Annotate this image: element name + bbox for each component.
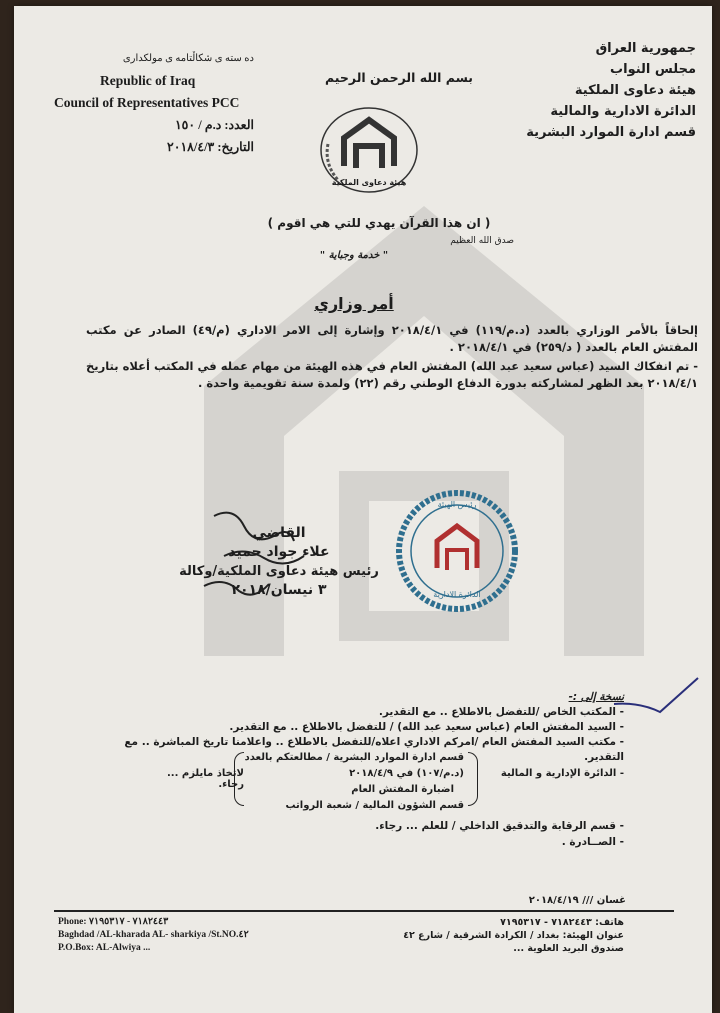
header-english	[54, 48, 264, 158]
copies-heading: نسخة إلى :-	[568, 691, 624, 703]
footer-arabic	[364, 916, 624, 955]
logo-caption: هيئة دعاوى الملكية	[331, 178, 407, 187]
signature-name: علاء جواد حميد	[228, 544, 330, 560]
header-kurdish: دە ستە ی شکاڵتامە ی مولکداری	[122, 53, 254, 64]
order-title: أمر وزاري	[314, 294, 394, 313]
copies2-line-2: - الصــادرة .	[561, 836, 624, 848]
header-ar-line-3: هيئة دعاوى الملكية	[574, 83, 696, 98]
header-ar-line-1: جمهورية العراق	[595, 41, 696, 56]
header-arabic	[506, 38, 696, 143]
copies-sub-3: قسم الشؤون المالية / شعبة الرواتب	[285, 800, 464, 811]
quran-verse: ( ان هذا القرآن يهدي للتي هي اقوم )	[267, 216, 491, 230]
stamp-top-text: رئيس الهيئة	[437, 500, 477, 509]
footer-phone: Phone: ٧١٨٢٤٤٣ - ٧١٩٥٣١٧	[58, 917, 169, 927]
copies-department-group	[164, 748, 624, 810]
typist-initials: غسان /// ٢٠١٨/٤/١٩	[528, 895, 626, 906]
footer-pobox: P.O.Box: AL-Alwiya ...	[58, 943, 151, 953]
copies-line-2: - السيد المفتش العام (عباس سعيد عبد الله) / للتفضل بالاطلاع .. مع التقدير.	[229, 721, 624, 733]
header-ar-line-2: مجلس النواب	[610, 62, 696, 77]
order-paragraph-2: - تم انفكاك السيد (عباس سعيد عبد الله) المفتش العام في هذه الهيئة من مهام عمله في المكتب أعلاه بتاريخ ٢٠١٨/٤/١ بعد الظهر لمشاركته بدورة الدفاع الوطني رقم (٢٢) ولمدة سنة تقويمية واحدة .	[86, 359, 698, 390]
quran-source: صدق الله العظيم	[450, 236, 514, 246]
order-body	[86, 322, 698, 394]
footer-ar-pobox: صندوق البريد العلوية ...	[513, 943, 624, 954]
document-page	[14, 6, 712, 1013]
motto: " خدمة وجباية "	[319, 250, 389, 261]
brace-right	[468, 752, 478, 806]
header-en-council: Council of Representatives PCC	[54, 95, 240, 110]
basmala: بسم الله الرحمن الرحيم	[325, 70, 473, 85]
copies-sub-1: قسم ادارة الموارد البشرية / مطالعتكم بالعدد (د.م/١٠٧) في ٢٠١٨/٤/٩	[244, 752, 464, 779]
copies-sub-list	[244, 750, 464, 814]
header-ar-line-4: الدائرة الادارية والمالية	[550, 104, 696, 119]
copies-list-2	[324, 818, 624, 850]
header-en-republic: Republic of Iraq	[100, 73, 196, 88]
order-paragraph-1: إلحاقاً بالأمر الوزاري بالعدد (د.م/١١٩) في ٢٠١٨/٤/١ وإشارة إلى الامر الاداري (م/٤٩) الصادر عن مكتب المفتش العام بالعدد ( د/٢٥٩) في ٢٠١٨/٤/١ .	[86, 323, 698, 354]
footer-address: Baghdad /AL-kharada AL- sharkiya /St.NO.٤٢	[58, 930, 249, 940]
footer-ar-phone: هاتف: ٧١٨٢٤٤٣ - ٧١٩٥٣١٧	[500, 917, 624, 928]
footer-divider	[54, 910, 674, 912]
copies-action: لاتخاذ مايلزم ... رجاء.	[167, 768, 244, 790]
signature-date: ٣ نيسان/٢٠١٨	[231, 582, 327, 598]
ref-date: التاريخ: ٢٠١٨/٤/٣	[167, 140, 254, 154]
header-ar-line-5: قسم ادارة الموارد البشرية	[526, 125, 696, 140]
footer-ar-address: عنوان الهيئة: بغداد / الكرادة الشرقية / شارع ٤٢	[403, 930, 624, 941]
stamp-bottom-text: الدائرة الادارية	[433, 590, 481, 599]
ref-number: العدد: د.م / ١٥٠	[174, 118, 254, 132]
signature-judge: القاضي	[252, 525, 306, 541]
signature-block	[124, 524, 434, 600]
copies-line-1: - المكتب الخاص /للتفضل بالاطلاع .. مع التقدير.	[378, 706, 624, 718]
copies-line-3: - مكتب السيد المفتش العام /امركم الاداري اعلاه/للتفضل بالاطلاع .. واعلامنا تاريخ المباشرة .. مع التقدير.	[124, 736, 624, 763]
copies-department: - الدائرة الإدارية و المالية	[500, 768, 624, 779]
footer-english	[58, 916, 318, 955]
signature-title: رئيس هيئة دعاوى الملكية/وكالة	[179, 564, 379, 579]
copies-sub-2: اضبارة المفتش العام	[351, 784, 454, 795]
copies2-line-1: - قسم الرقابة والتدقيق الداخلي / للعلم ... رجاء.	[375, 820, 624, 832]
